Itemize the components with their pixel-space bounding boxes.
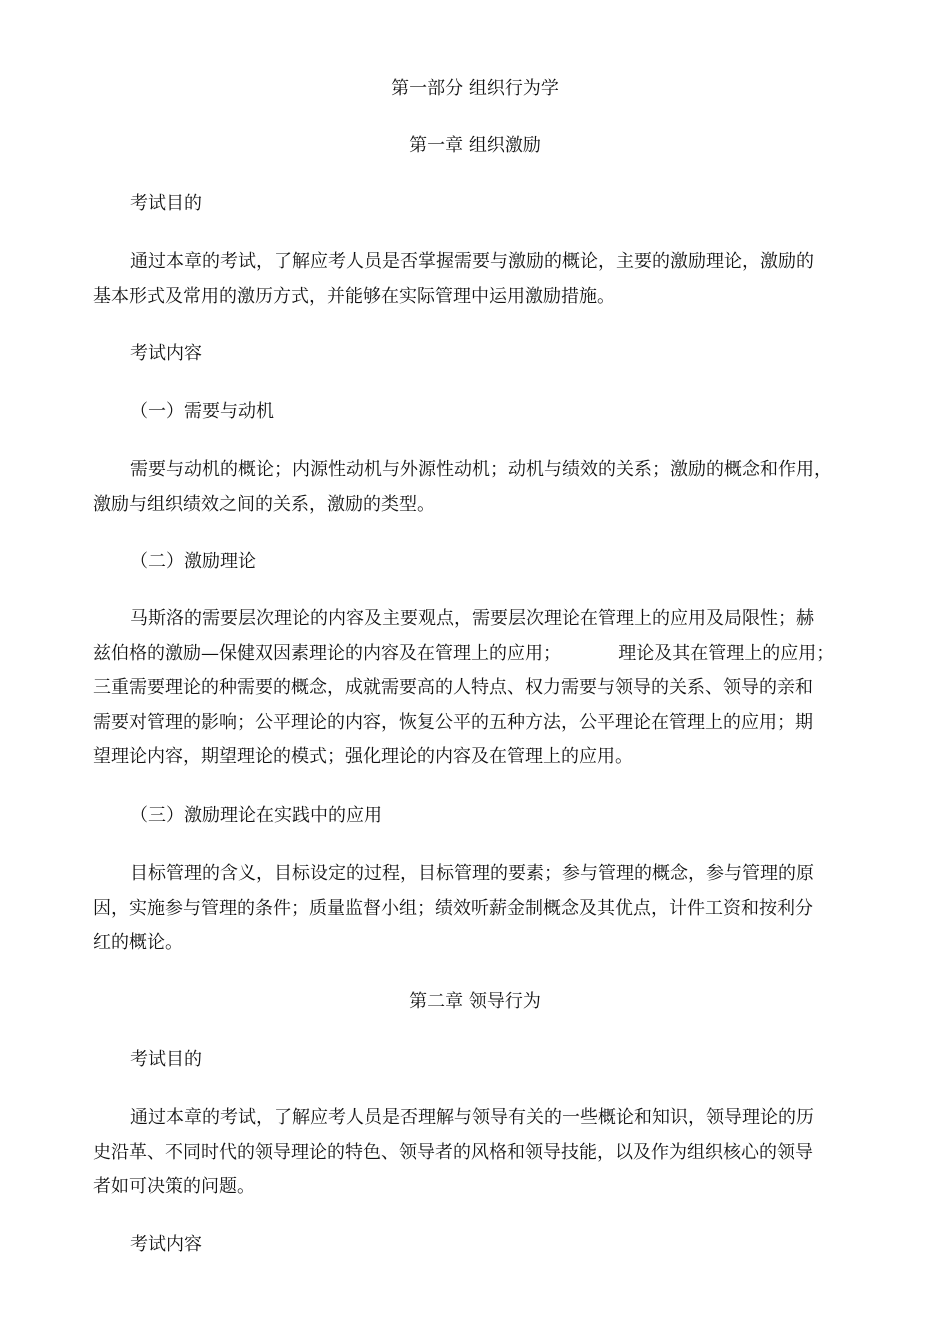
chapter1-purpose-paragraph <box>93 245 863 314</box>
section3-paragraph <box>93 857 863 961</box>
paragraph-line: 红的概论。 <box>93 932 183 953</box>
section3-heading: （三）激励理论在实践中的应用 <box>130 805 382 826</box>
paragraph-line: 激励与组织绩效之间的关系，激励的类型。 <box>93 493 435 515</box>
paragraph-line: 者如可决策的问题。 <box>93 1176 255 1197</box>
chapter1-content-heading: 考试内容 <box>130 343 202 364</box>
paragraph-line: 三重需要理论的种需要的概念，成就需要高的人特点、权力需要与领导的关系、领导的亲和 <box>93 677 813 698</box>
part-title: 第一部分 组织行为学 <box>391 78 559 99</box>
paragraph-line: 需要对管理的影响；公平理论的内容，恢复公平的五种方法，公平理论在管理上的应用；期 <box>93 711 813 733</box>
chapter2-purpose-heading: 考试目的 <box>130 1049 202 1070</box>
section1-heading: （一）需要与动机 <box>130 401 274 422</box>
paragraph-line: 史沿革、不同时代的领导理论的特色、领导者的风格和领导技能，以及作为组织核心的领导 <box>93 1141 813 1163</box>
paragraph-line: 兹伯格的激励—保健双因素理论的内容及在管理上的应用； 理论及其在管理上的应用； <box>93 642 835 664</box>
chapter1-purpose-heading: 考试目的 <box>130 193 202 214</box>
chapter2-content-heading: 考试内容 <box>130 1234 202 1255</box>
paragraph-line: 因，实施参与管理的条件；质量监督小组；绩效听薪金制概念及其优点，计件工资和按利分 <box>93 897 813 919</box>
chapter2-title: 第二章 领导行为 <box>409 991 541 1012</box>
section2-heading: （二）激励理论 <box>130 551 256 572</box>
section2-paragraph <box>93 602 863 775</box>
paragraph-line: 望理论内容，期望理论的模式；强化理论的内容及在管理上的应用。 <box>93 746 633 767</box>
chapter1-title: 第一章 组织激励 <box>409 135 541 156</box>
paragraph-line: 马斯洛的需要层次理论的内容及主要观点，需要层次理论在管理上的应用及局限性；赫 <box>130 608 814 629</box>
paragraph-line: 通过本章的考试，了解应考人员是否理解与领导有关的一些概论和知识，领导理论的历 <box>130 1107 814 1128</box>
paragraph-line: 通过本章的考试，了解应考人员是否掌握需要与激励的概论，主要的激励理论，激励的 <box>130 251 814 272</box>
paragraph-line: 基本形式及常用的激历方式，并能够在实际管理中运用激励措施。 <box>93 285 615 307</box>
paragraph-line: 需要与动机的概论；内源性动机与外源性动机；动机与绩效的关系；激励的概念和作用， <box>130 459 832 480</box>
paragraph-line: 目标管理的含义，目标设定的过程，目标管理的要素；参与管理的概念，参与管理的原 <box>130 863 814 884</box>
chapter2-purpose-paragraph <box>93 1101 863 1205</box>
section1-paragraph <box>93 453 863 522</box>
